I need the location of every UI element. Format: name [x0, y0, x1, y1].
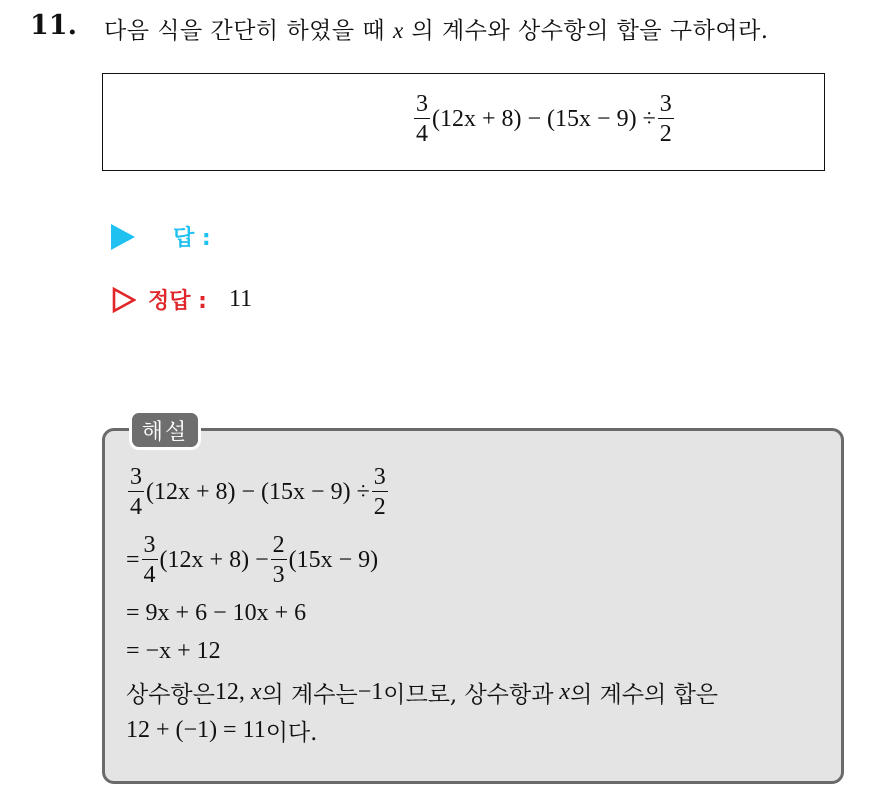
question-number: 11. [30, 10, 77, 41]
solution-line-2 [126, 533, 378, 587]
solution-variable: x [250, 679, 262, 705]
fraction-numerator: 3 [416, 91, 428, 117]
solution-line-5 [126, 676, 718, 709]
solution-math: 12 + (−1) = 11 [126, 717, 266, 743]
solution-line-4: = −x + 12 [126, 638, 221, 664]
solution-line-2-prefix: = [126, 546, 140, 573]
answer-label: 답 : [173, 226, 211, 251]
solution-math: −1 [357, 679, 384, 705]
fraction [372, 465, 388, 519]
fraction-denominator: 4 [142, 559, 158, 587]
solution-tag: 해설 [129, 410, 201, 450]
solution-line-2-middle: (12x + 8) − [159, 546, 269, 573]
fraction-numerator: 3 [130, 464, 142, 490]
fraction-denominator: 4 [414, 118, 430, 146]
solution-text: 이다. [265, 720, 318, 746]
fraction-numerator: 3 [143, 532, 156, 558]
fraction [658, 92, 674, 146]
correct-answer-label: 정답 : [148, 289, 207, 314]
question-variable: x [392, 18, 404, 43]
solution-line-6 [126, 714, 317, 747]
correct-answer-row [112, 284, 252, 315]
solution-text: 의 계수의 합은 [570, 682, 719, 708]
question-text-after: 의 계수와 상수항의 합을 구하여라. [403, 18, 769, 44]
solution-line-1-middle: (12x + 8) − (15x − 9) ÷ [146, 478, 370, 505]
solution-text: 상수항은 [126, 682, 215, 708]
expression [412, 92, 676, 146]
expression-middle: (12x + 8) − (15x − 9) ÷ [432, 105, 656, 132]
answer-row [111, 221, 211, 252]
solution-line-3: = 9x + 6 − 10x + 6 [126, 600, 307, 626]
fraction-numerator: 2 [272, 532, 285, 558]
fraction-numerator: 3 [373, 464, 386, 490]
solution-math: 12, [214, 679, 245, 705]
question-text [104, 12, 769, 45]
solution-variable: x [559, 679, 571, 705]
play-triangle-icon [111, 224, 135, 250]
fraction [142, 533, 158, 587]
correct-answer-value: 11 [228, 286, 253, 312]
solution-text: 의 계수는 [261, 682, 358, 708]
question-text-before: 다음 식을 간단히 하였을 때 [104, 18, 393, 44]
fraction-denominator: 2 [658, 118, 674, 146]
solution-line-1 [126, 465, 390, 519]
fraction-denominator: 2 [372, 491, 388, 519]
outline-triangle-icon [112, 287, 136, 313]
expression-box [102, 73, 825, 171]
fraction [271, 533, 287, 587]
solution-text: 이므로, 상수항과 [383, 682, 554, 708]
fraction-numerator: 3 [659, 91, 672, 117]
fraction-denominator: 3 [271, 559, 287, 587]
fraction [128, 465, 144, 519]
fraction-denominator: 4 [128, 491, 144, 519]
solution-line-2-suffix: (15x − 9) [288, 546, 379, 573]
fraction [414, 92, 430, 146]
